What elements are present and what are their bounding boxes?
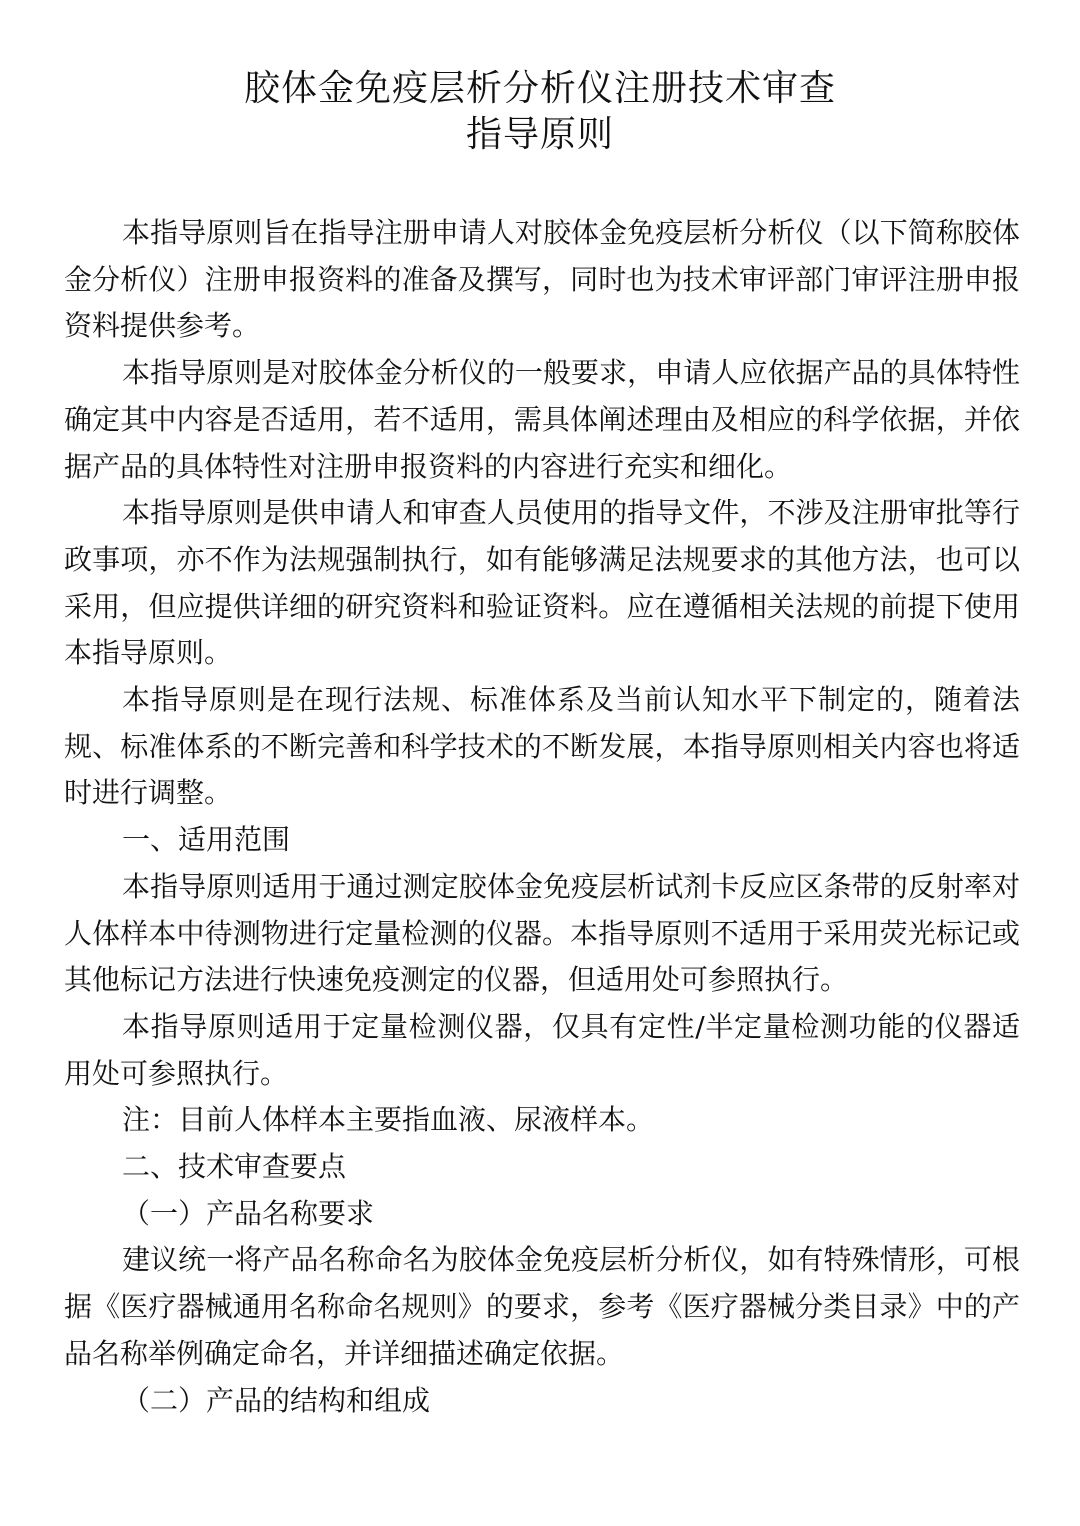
paragraph-general-requirements: 本指导原则是对胶体金分析仪的一般要求，申请人应依据产品的具体特性确定其中内容是否适用，若不适用，需具体阐述理由及相应的科学依据，并依据产品的具体特性对注册申报资料的内容进行充实和细化。 xyxy=(64,356,1020,483)
subsection-heading-product-name: （一）产品名称要求 xyxy=(122,1196,375,1230)
paragraph-purpose: 本指导原则旨在指导注册申请人对胶体金免疫层析分析仪（以下简称胶体金分析仪）注册申报资料的准备及撰写，同时也为技术审评部门审评注册申报资料提供参考。 xyxy=(64,216,1020,343)
document-title xyxy=(0,66,1080,158)
paragraph-guidance-nature: 本指导原则是供申请人和审查人员使用的指导文件，不涉及注册审批等行政事项，亦不作为法规强制执行，如有能够满足法规要求的其他方法，也可以采用，但应提供详细的研究资料和验证资料。应在遵循相关法规的前提下使用本指导原则。 xyxy=(64,496,1020,670)
paragraph-product-name: 建议统一将产品名称命名为胶体金免疫层析分析仪，如有特殊情形，可根据《医疗器械通用名称命名规则》的要求，参考《医疗器械分类目录》中的产品名称举例确定命名，并详细描述确定依据。 xyxy=(64,1243,1020,1370)
paragraph-adjustment: 本指导原则是在现行法规、标准体系及当前认知水平下制定的，随着法规、标准体系的不断完善和科学技术的不断发展，本指导原则相关内容也将适时进行调整。 xyxy=(64,683,1020,810)
title-line-1: 胶体金免疫层析分析仪注册技术审查 xyxy=(243,68,836,109)
paragraph-quantitative-scope: 本指导原则适用于定量检测仪器，仅具有定性/半定量检测功能的仪器适用处可参照执行。 xyxy=(64,1009,1020,1090)
section-heading-review-points: 二、技术审查要点 xyxy=(122,1150,347,1184)
paragraph-scope-description: 本指导原则适用于通过测定胶体金免疫层析试剂卡反应区条带的反射率对人体样本中待测物进行定量检测的仪器。本指导原则不适用于采用荧光标记或其他标记方法进行快速免疫测定的仪器，但适用处可参照执行。 xyxy=(64,869,1020,997)
paragraph-note-samples: 注：目前人体样本主要指血液、尿液样本。 xyxy=(122,1103,655,1137)
section-heading-scope: 一、适用范围 xyxy=(122,823,291,857)
document-body xyxy=(64,210,1020,1424)
title-line-2: 指导原则 xyxy=(465,114,614,155)
subsection-heading-structure: （二）产品的结构和组成 xyxy=(122,1383,431,1417)
